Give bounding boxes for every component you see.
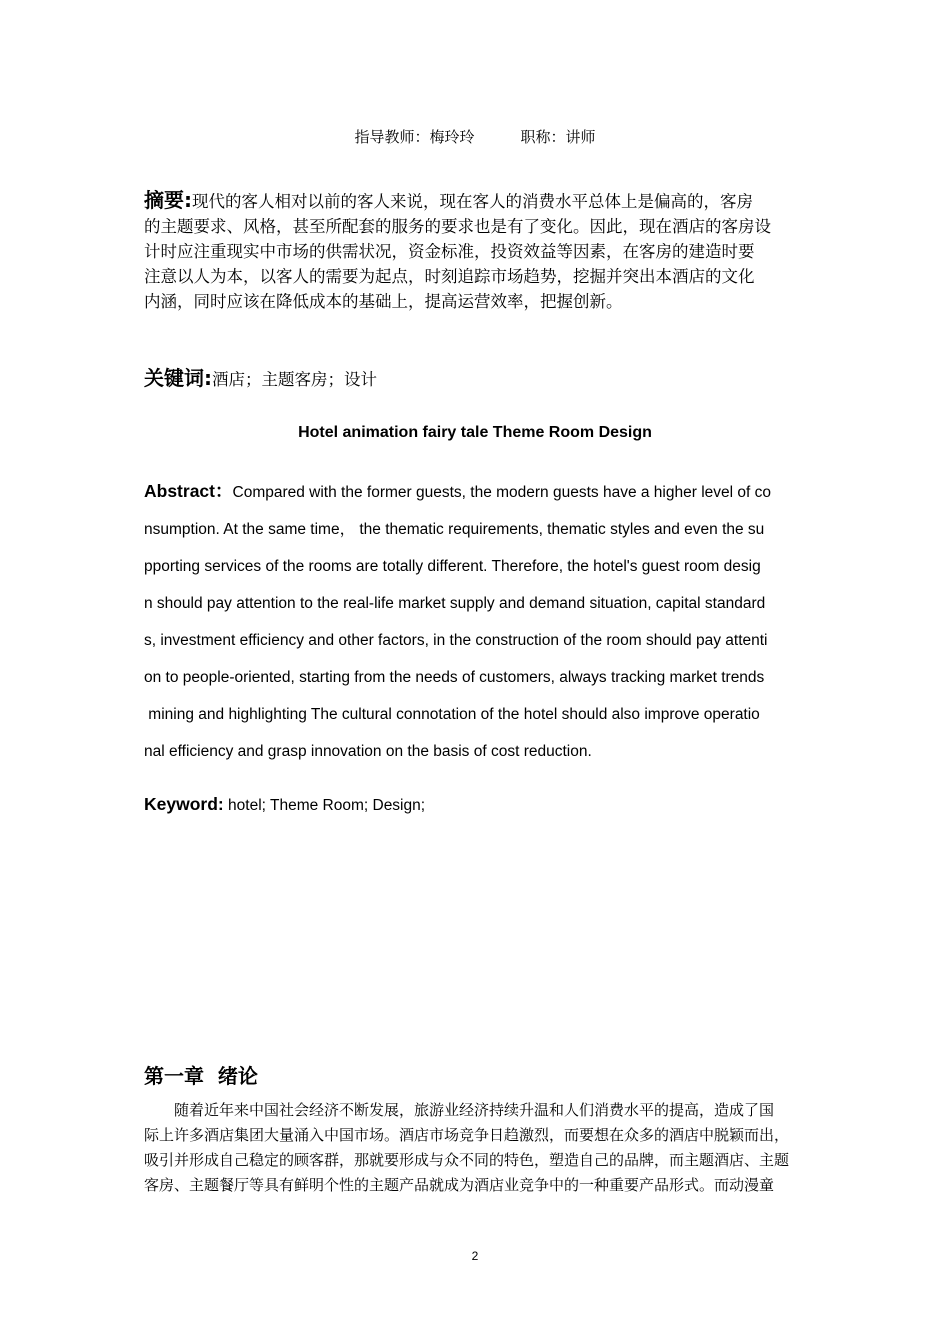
chinese-keywords-text: 酒店；主题客房；设计 — [212, 370, 377, 389]
chinese-abstract-text: 现代的客人相对以前的客人来说，现在客人的消费水平总体上是偏高的，客房 — [192, 192, 753, 211]
english-abstract-line: nsumption. At the same time， the thematic requirements, thematic styles and even the su — [144, 521, 765, 538]
chapter-body-line: 客房、主题餐厅等具有鲜明个性的主题产品就成为酒店业竞争中的一种重要产品形式。而动漫童 — [144, 1176, 775, 1194]
english-abstract-line: nal efficiency and grasp innovation on the basis of cost reduction. — [144, 743, 592, 760]
english-title: Hotel animation fairy tale Theme Room Design — [298, 424, 652, 441]
advisor-title: 职称：讲师 — [520, 128, 596, 146]
chinese-abstract — [144, 188, 809, 314]
chapter-body — [144, 1098, 810, 1198]
chapter-body-line: 随着近年来中国社会经济不断发展，旅游业经济持续升温和人们消费水平的提高，造成了国 — [174, 1101, 775, 1119]
chinese-abstract-line: 内涵，同时应该在降低成本的基础上，提高运营效率，把握创新。 — [144, 292, 623, 311]
english-abstract-line: s, investment efficiency and other factors, in the construction of the room should pay attenti — [144, 632, 768, 649]
chinese-abstract-heading: 摘要: — [144, 188, 192, 212]
chinese-abstract-line — [144, 188, 809, 214]
chapter-title: 第一章 绪论 — [144, 1064, 258, 1088]
chapter-body-line: 际上许多酒店集团大量涌入中国市场。酒店市场竞争日趋激烈，而要想在众多的酒店中脱颖而出， — [144, 1126, 790, 1144]
page-number: 2 — [471, 1249, 479, 1263]
english-keywords-text: hotel; Theme Room; Design; — [228, 797, 426, 814]
english-abstract-line — [144, 473, 812, 511]
chapter-body-line: 吸引并形成自己稳定的顾客群，那就要形成与众不同的特色，塑造自己的品牌，而主题酒店、主题 — [144, 1151, 790, 1169]
chinese-abstract-line: 的主题要求、风格，甚至所配套的服务的要求也是有了变化。因此，现在酒店的客房设 — [144, 217, 771, 236]
english-abstract-line: mining and highlighting The cultural connotation of the hotel should also improve operatio — [144, 706, 760, 723]
english-keywords — [144, 794, 425, 815]
english-abstract-line: n should pay attention to the real-life market supply and demand situation, capital standard — [144, 595, 766, 612]
chinese-keywords — [144, 362, 377, 391]
chinese-abstract-line: 计时应注重现实中市场的供需状况，资金标准，投资效益等因素，在客房的建造时要 — [144, 242, 755, 261]
english-keywords-heading: Keyword: — [144, 794, 224, 814]
advisor-name: 指导教师：梅玲玲 — [354, 128, 475, 146]
english-abstract-text: Compared with the former guests, the modern guests have a higher level of co — [232, 484, 771, 501]
chinese-abstract-line: 注意以人为本，以客人的需要为起点，时刻追踪市场趋势，挖掘并突出本酒店的文化 — [144, 267, 755, 286]
english-abstract-line: on to people-oriented, starting from the needs of customers, always tracking market trends — [144, 669, 765, 686]
english-abstract — [144, 473, 812, 770]
chinese-keywords-heading: 关键词: — [144, 366, 212, 390]
english-abstract-line: pporting services of the rooms are totally different. Therefore, the hotel's guest room desig — [144, 558, 761, 575]
english-abstract-heading: Abstract： — [144, 481, 233, 501]
advisor-line — [0, 126, 950, 147]
